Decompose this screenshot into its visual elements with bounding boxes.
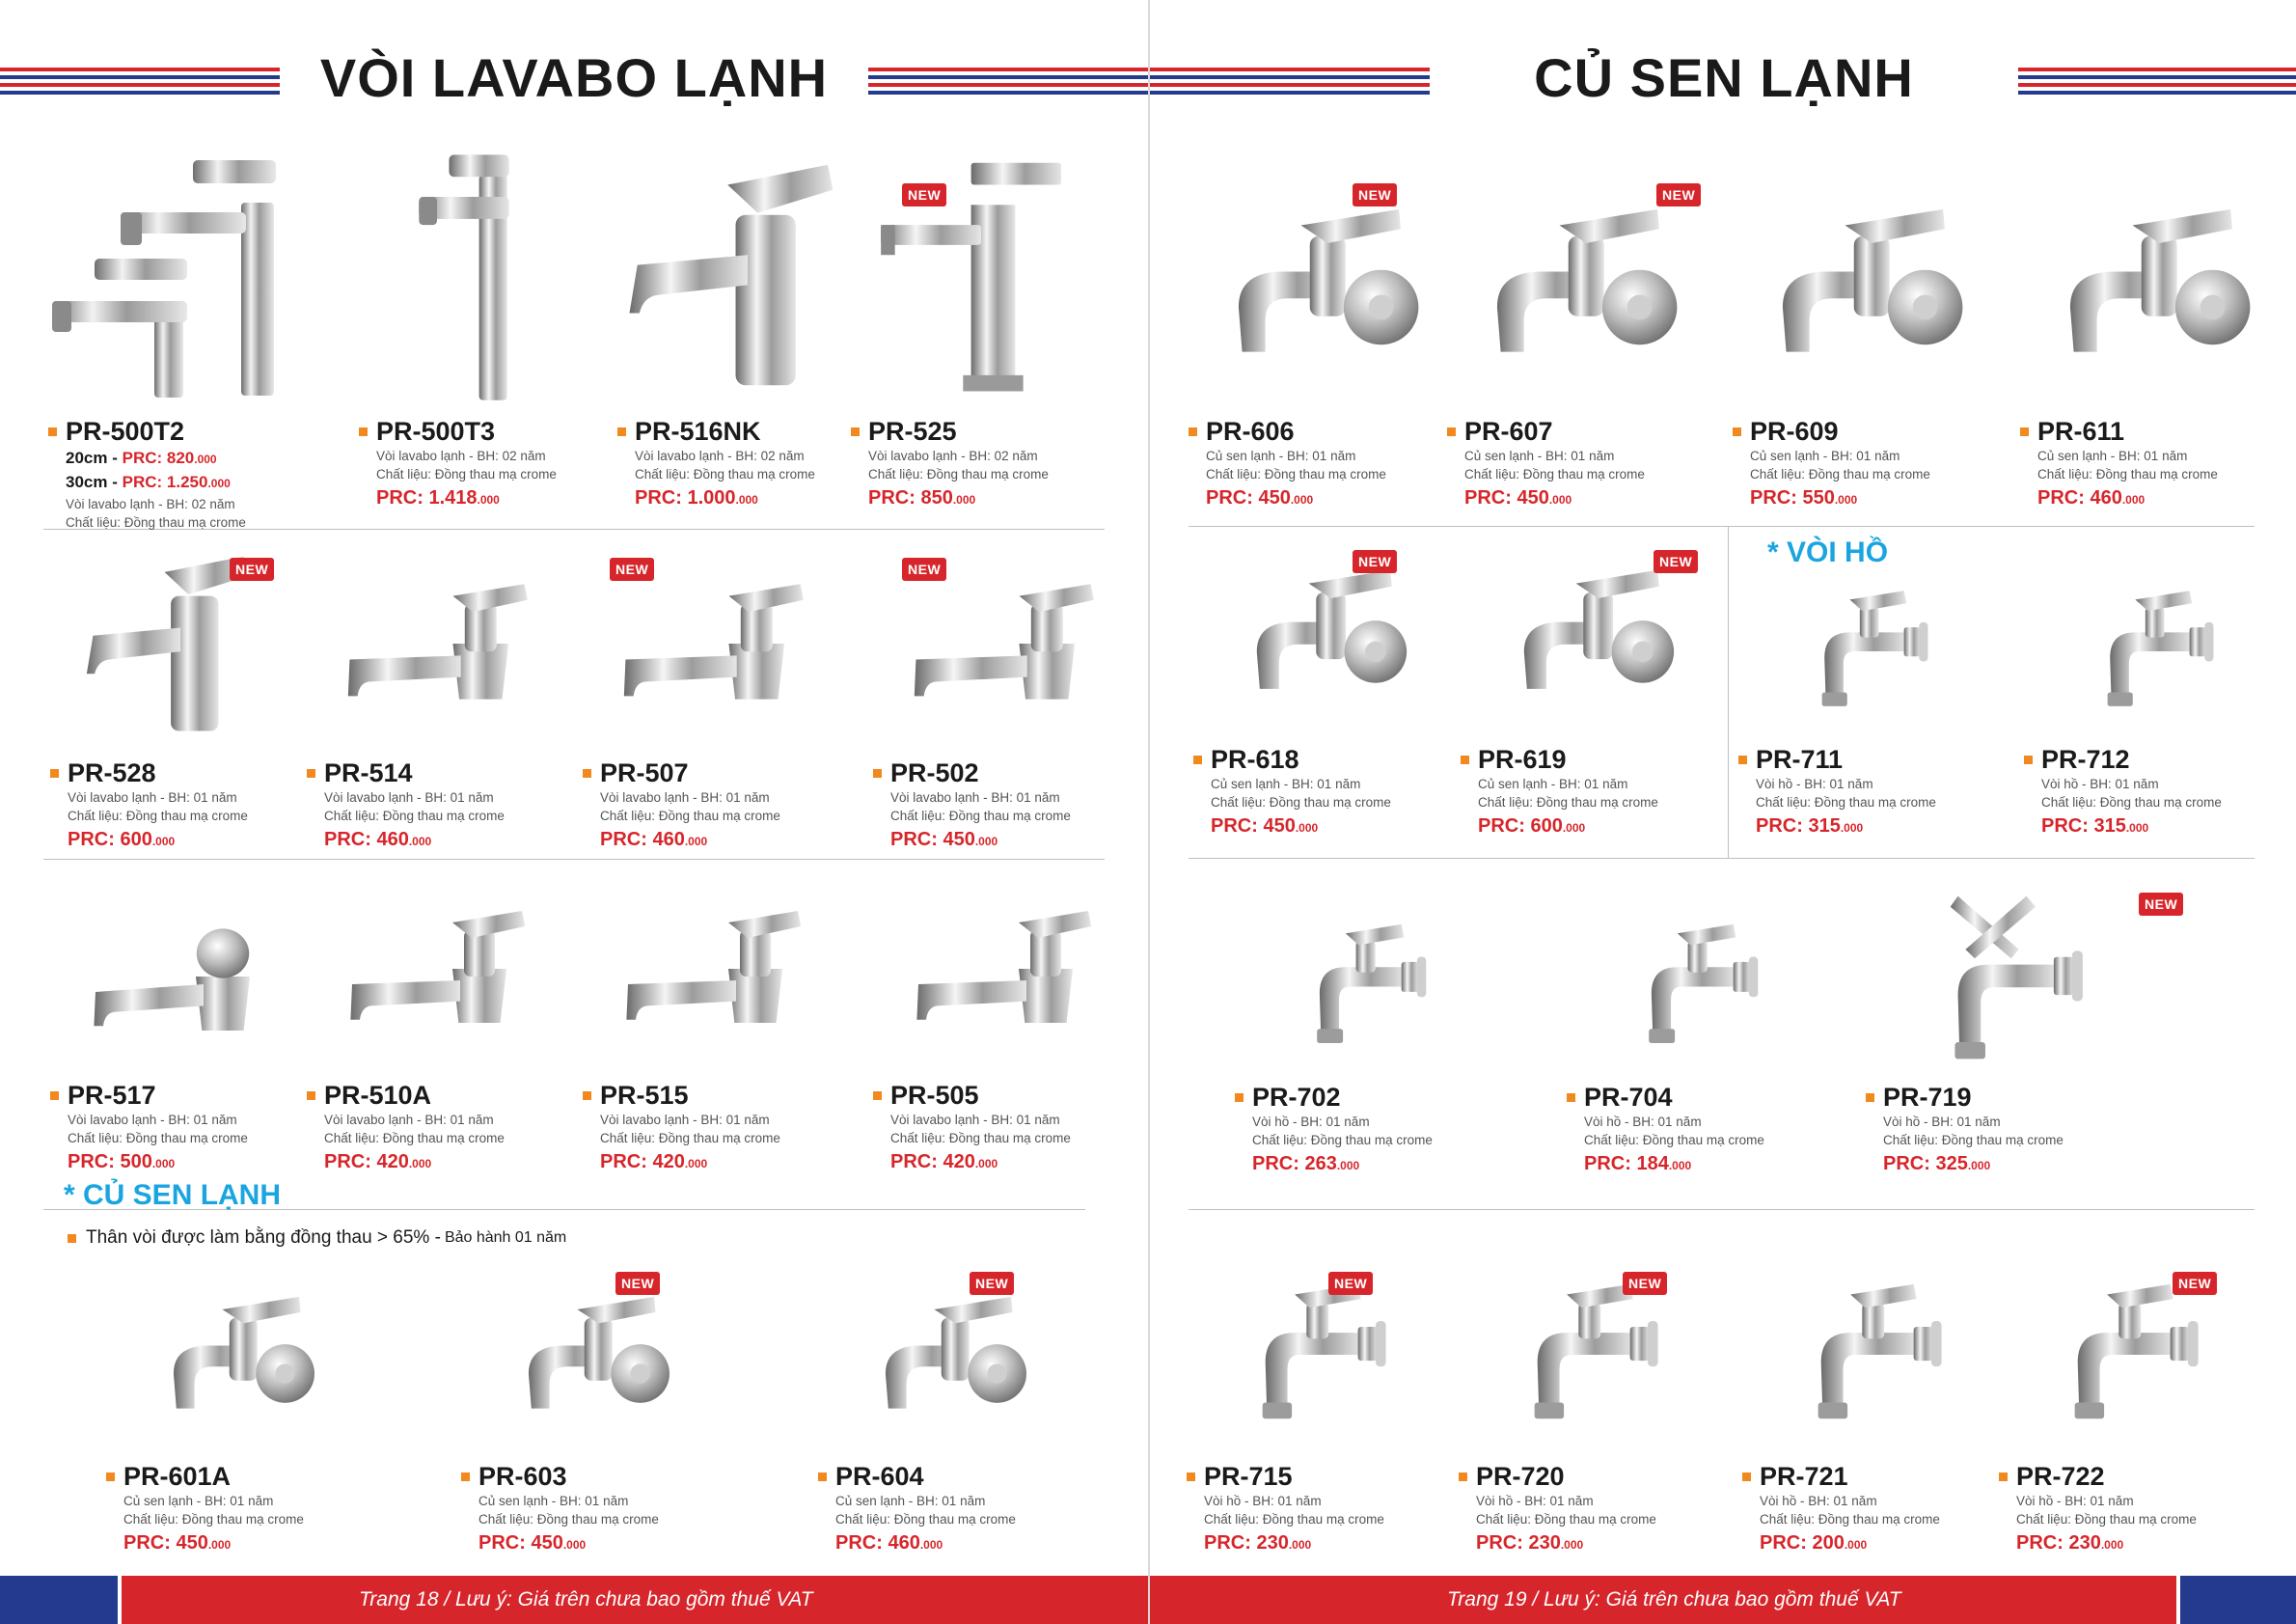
product-price: PRC: 315.000 bbox=[1756, 815, 1864, 837]
footer-text: Trang 18 / Lưu ý: Giá trên chưa bao gồm thuế VAT bbox=[359, 1588, 813, 1610]
product-card-pr-721[interactable] bbox=[1742, 1259, 2003, 1624]
footer-text: Trang 19 / Lưu ý: Giá trên chưa bao gồm thuế VAT bbox=[1447, 1588, 1901, 1610]
product-price: PRC: 1.418.000 bbox=[376, 487, 500, 509]
product-code: PR-500T3 bbox=[359, 417, 619, 447]
product-code: PR-500T2 bbox=[48, 417, 338, 447]
faucet-image bbox=[583, 868, 843, 1069]
bullet-square bbox=[1235, 1093, 1244, 1102]
product-code: PR-528 bbox=[50, 758, 311, 788]
faucet-icon bbox=[1459, 1259, 1719, 1450]
new-badge: NEW bbox=[1328, 1272, 1373, 1295]
faucet-image bbox=[1193, 540, 1454, 733]
product-warranty: Vòi lavabo lạnh - BH: 01 năm bbox=[324, 1113, 494, 1127]
new-badge: NEW bbox=[615, 1272, 660, 1295]
product-warranty: Vòi lavabo lạnh - BH: 01 năm bbox=[324, 790, 494, 805]
product-price: PRC: 500.000 bbox=[68, 1151, 176, 1172]
faucet-icon bbox=[583, 868, 843, 1069]
product-warranty: Củ sen lạnh - BH: 01 năm bbox=[1464, 449, 1615, 463]
bullet-square bbox=[1459, 1473, 1467, 1481]
new-badge: NEW bbox=[2139, 893, 2183, 916]
product-code: PR-712 bbox=[2024, 745, 2284, 775]
faucet-icon bbox=[1235, 902, 1495, 1071]
faucet-image bbox=[1235, 902, 1495, 1071]
product-price: PRC: 420.000 bbox=[324, 1151, 432, 1172]
product-card-pr-720[interactable] bbox=[1459, 1259, 1719, 1624]
faucet-icon bbox=[1447, 174, 1708, 405]
product-warranty: Củ sen lạnh - BH: 01 năm bbox=[478, 1494, 629, 1508]
faucet-icon bbox=[307, 540, 567, 747]
new-badge: NEW bbox=[1623, 1272, 1667, 1295]
product-code: PR-722 bbox=[1999, 1462, 2259, 1492]
faucet-image bbox=[106, 1269, 367, 1450]
product-code: PR-720 bbox=[1459, 1462, 1719, 1492]
product-material: Chất liệu: Đồng thau mạ crome bbox=[123, 1512, 304, 1527]
faucet-image bbox=[2024, 569, 2284, 733]
product-material: Chất liệu: Đồng thau mạ crome bbox=[1478, 795, 1658, 810]
product-material: Chất liệu: Đồng thau mạ crome bbox=[600, 809, 780, 823]
product-price: PRC: 600.000 bbox=[1478, 815, 1586, 837]
product-code: PR-517 bbox=[50, 1081, 311, 1111]
bullet-square bbox=[851, 427, 860, 436]
product-material: Chất liệu: Đồng thau mạ crome bbox=[2037, 467, 2218, 482]
product-warranty: Củ sen lạnh - BH: 01 năm bbox=[1750, 449, 1900, 463]
section-title-cu-sen-lanh: * CỦ SEN LẠNH bbox=[64, 1179, 282, 1211]
bullet-square bbox=[1447, 427, 1456, 436]
product-code: PR-715 bbox=[1187, 1462, 1447, 1492]
product-info bbox=[1733, 417, 1993, 509]
bullet-square bbox=[1193, 756, 1202, 764]
product-warranty: Củ sen lạnh - BH: 01 năm bbox=[1478, 777, 1628, 791]
product-info bbox=[1866, 1083, 2126, 1175]
product-card-pr-722[interactable] bbox=[1999, 1259, 2259, 1624]
bullet-square bbox=[1733, 427, 1741, 436]
product-info bbox=[2020, 417, 2281, 509]
product-material: Chất liệu: Đồng thau mạ crome bbox=[635, 467, 815, 482]
faucet-image bbox=[851, 145, 1111, 405]
product-code: PR-603 bbox=[461, 1462, 722, 1492]
product-material: Chất liệu: Đồng thau mạ crome bbox=[2041, 795, 2222, 810]
product-material: Chất liệu: Đồng thau mạ crome bbox=[890, 1131, 1071, 1145]
new-badge: NEW bbox=[230, 558, 274, 581]
faucet-icon bbox=[106, 1269, 367, 1450]
bullet-square bbox=[873, 769, 882, 778]
faucet-icon bbox=[359, 145, 619, 405]
product-warranty: Củ sen lạnh - BH: 01 năm bbox=[123, 1494, 274, 1508]
faucet-icon bbox=[307, 868, 567, 1069]
faucet-icon bbox=[1187, 1259, 1447, 1450]
material-note: Thân vòi được làm bằng đồng thau > 65% - Bảo hành 01 năm bbox=[68, 1227, 566, 1249]
bullet-square bbox=[307, 1091, 315, 1100]
catalog-page-19 bbox=[1148, 0, 2296, 1624]
product-warranty: Vòi hồ - BH: 01 năm bbox=[1252, 1115, 1370, 1129]
faucet-image bbox=[1567, 902, 1827, 1071]
product-warranty: Củ sen lạnh - BH: 01 năm bbox=[835, 1494, 986, 1508]
product-warranty: Vòi hồ - BH: 01 năm bbox=[1756, 777, 1873, 791]
product-code: PR-611 bbox=[2020, 417, 2281, 447]
product-warranty: Vòi hồ - BH: 01 năm bbox=[1584, 1115, 1702, 1129]
size-price-20cm: 20cm - PRC: 820.000 bbox=[66, 449, 217, 467]
product-card-pr-505[interactable] bbox=[873, 868, 1134, 1274]
product-info bbox=[1999, 1462, 2259, 1555]
product-price: PRC: 184.000 bbox=[1584, 1153, 1692, 1174]
page-footer bbox=[0, 1576, 1148, 1624]
product-price: PRC: 850.000 bbox=[868, 487, 976, 509]
product-code: PR-719 bbox=[1866, 1083, 2126, 1113]
product-card-pr-510a[interactable] bbox=[307, 868, 567, 1274]
product-card-pr-704[interactable] bbox=[1567, 902, 1827, 1307]
bullet-square bbox=[48, 427, 57, 436]
product-material: Chất liệu: Đồng thau mạ crome bbox=[66, 515, 246, 530]
faucet-icon bbox=[1738, 569, 1999, 733]
new-badge: NEW bbox=[1353, 183, 1397, 206]
product-warranty: Vòi lavabo lạnh - BH: 02 năm bbox=[868, 449, 1038, 463]
product-card-pr-618[interactable] bbox=[1193, 540, 1454, 946]
faucet-icon bbox=[1999, 1259, 2259, 1450]
product-warranty: Vòi lavabo lạnh - BH: 02 năm bbox=[66, 497, 235, 511]
product-price: PRC: 230.000 bbox=[1204, 1532, 1312, 1554]
product-price: PRC: 315.000 bbox=[2041, 815, 2149, 837]
faucet-icon bbox=[50, 868, 311, 1069]
product-price: PRC: 450.000 bbox=[123, 1532, 232, 1554]
product-material: Chất liệu: Đồng thau mạ crome bbox=[1883, 1133, 2064, 1147]
product-material: Chất liệu: Đồng thau mạ crome bbox=[2016, 1512, 2197, 1527]
product-material: Chất liệu: Đồng thau mạ crome bbox=[890, 809, 1071, 823]
new-badge: NEW bbox=[1353, 550, 1397, 573]
product-info bbox=[1187, 1462, 1447, 1555]
product-info bbox=[50, 758, 311, 851]
product-code: PR-619 bbox=[1461, 745, 1721, 775]
faucet-icon bbox=[1742, 1259, 2003, 1450]
product-warranty: Vòi hồ - BH: 01 năm bbox=[2041, 777, 2159, 791]
faucet-icon bbox=[1866, 873, 2126, 1071]
faucet-image bbox=[48, 145, 299, 405]
product-info bbox=[873, 758, 1134, 851]
new-badge: NEW bbox=[902, 183, 946, 206]
faucet-icon bbox=[851, 145, 1111, 405]
product-warranty: Vòi lavabo lạnh - BH: 01 năm bbox=[68, 1113, 237, 1127]
faucet-image bbox=[1447, 174, 1708, 405]
product-info bbox=[307, 758, 567, 851]
bullet-square bbox=[2024, 756, 2033, 764]
product-info bbox=[851, 417, 1111, 509]
product-info bbox=[1738, 745, 1999, 838]
product-material: Chất liệu: Đồng thau mạ crome bbox=[1204, 1512, 1384, 1527]
product-warranty: Củ sen lạnh - BH: 01 năm bbox=[1211, 777, 1361, 791]
new-badge: NEW bbox=[610, 558, 654, 581]
new-badge: NEW bbox=[2173, 1272, 2217, 1295]
column-divider bbox=[1728, 527, 1729, 858]
footer-blue-block bbox=[2180, 1576, 2296, 1624]
product-material: Chất liệu: Đồng thau mạ crome bbox=[1750, 467, 1930, 482]
product-material: Chất liệu: Đồng thau mạ crome bbox=[324, 1131, 505, 1145]
product-card-pr-619[interactable] bbox=[1461, 540, 1721, 946]
product-code: PR-507 bbox=[583, 758, 843, 788]
bullet-square bbox=[818, 1473, 827, 1481]
product-code: PR-606 bbox=[1189, 417, 1449, 447]
product-warranty: Vòi hồ - BH: 01 năm bbox=[1760, 1494, 1877, 1508]
product-price: PRC: 460.000 bbox=[600, 829, 708, 850]
product-card-pr-500t3[interactable] bbox=[359, 145, 619, 550]
product-material: Chất liệu: Đồng thau mạ crome bbox=[478, 1512, 659, 1527]
product-info bbox=[583, 758, 843, 851]
faucet-image bbox=[1738, 569, 1999, 733]
product-info bbox=[1193, 745, 1454, 838]
product-card-pr-517[interactable] bbox=[50, 868, 311, 1274]
product-info bbox=[1447, 417, 1708, 509]
faucet-image bbox=[307, 540, 567, 747]
faucet-image bbox=[1999, 1259, 2259, 1450]
product-info bbox=[359, 417, 619, 509]
product-info bbox=[1567, 1083, 1827, 1175]
product-info bbox=[1461, 745, 1721, 838]
product-material: Chất liệu: Đồng thau mạ crome bbox=[1206, 467, 1386, 482]
product-info bbox=[1742, 1462, 2003, 1555]
product-card-pr-525[interactable] bbox=[851, 145, 1111, 550]
product-warranty: Củ sen lạnh - BH: 01 năm bbox=[2037, 449, 2188, 463]
bullet-square bbox=[583, 769, 591, 778]
faucet-image bbox=[1459, 1259, 1719, 1450]
product-info bbox=[1235, 1083, 1495, 1175]
product-warranty: Vòi hồ - BH: 01 năm bbox=[1883, 1115, 2001, 1129]
product-card-pr-702[interactable] bbox=[1235, 902, 1495, 1307]
bullet-square bbox=[1567, 1093, 1575, 1102]
product-material: Chất liệu: Đồng thau mạ crome bbox=[835, 1512, 1016, 1527]
product-material: Chất liệu: Đồng thau mạ crome bbox=[1464, 467, 1645, 482]
product-card-pr-715[interactable] bbox=[1187, 1259, 1447, 1624]
faucet-image bbox=[2020, 174, 2281, 405]
product-warranty: Vòi lavabo lạnh - BH: 02 năm bbox=[376, 449, 546, 463]
product-price: PRC: 450.000 bbox=[890, 829, 998, 850]
product-card-pr-607[interactable] bbox=[1447, 174, 1708, 579]
bullet-square bbox=[873, 1091, 882, 1100]
product-card-pr-601a[interactable] bbox=[106, 1269, 367, 1624]
product-code: PR-702 bbox=[1235, 1083, 1495, 1113]
bullet-square bbox=[1461, 756, 1469, 764]
product-price: PRC: 460.000 bbox=[2037, 487, 2146, 509]
product-code: PR-510A bbox=[307, 1081, 567, 1111]
product-code: PR-704 bbox=[1567, 1083, 1827, 1113]
product-code: PR-601A bbox=[106, 1462, 367, 1492]
bullet-square bbox=[50, 1091, 59, 1100]
product-material: Chất liệu: Đồng thau mạ crome bbox=[68, 1131, 248, 1145]
product-info bbox=[50, 1081, 311, 1173]
product-code: PR-515 bbox=[583, 1081, 843, 1111]
bullet-square bbox=[1742, 1473, 1751, 1481]
product-material: Chất liệu: Đồng thau mạ crome bbox=[1756, 795, 1936, 810]
product-price: PRC: 325.000 bbox=[1883, 1153, 1991, 1174]
product-card-pr-516nk[interactable] bbox=[617, 145, 878, 550]
product-warranty: Vòi lavabo lạnh - BH: 01 năm bbox=[600, 790, 770, 805]
product-info bbox=[617, 417, 878, 509]
page-footer bbox=[1150, 1576, 2296, 1624]
faucet-icon bbox=[1193, 540, 1454, 733]
faucet-image bbox=[1733, 174, 1993, 405]
bullet-square bbox=[106, 1473, 115, 1481]
faucet-image bbox=[1866, 873, 2126, 1071]
faucet-icon bbox=[818, 1269, 1079, 1450]
faucet-icon bbox=[461, 1269, 722, 1450]
product-price: PRC: 460.000 bbox=[835, 1532, 943, 1554]
bullet-square bbox=[583, 1091, 591, 1100]
bullet-square bbox=[307, 769, 315, 778]
product-info bbox=[873, 1081, 1134, 1173]
product-warranty: Vòi hồ - BH: 01 năm bbox=[2016, 1494, 2134, 1508]
product-code: PR-609 bbox=[1733, 417, 1993, 447]
bullet-square bbox=[50, 769, 59, 778]
product-info bbox=[48, 417, 338, 532]
page-title: VÒI LAVABO LẠNH bbox=[319, 47, 829, 108]
product-card-pr-606[interactable] bbox=[1189, 174, 1449, 579]
product-code: PR-525 bbox=[851, 417, 1111, 447]
faucet-pair-icon bbox=[48, 145, 299, 405]
product-price: PRC: 550.000 bbox=[1750, 487, 1858, 509]
faucet-image bbox=[873, 868, 1134, 1069]
product-material: Chất liệu: Đồng thau mạ crome bbox=[1476, 1512, 1656, 1527]
product-info bbox=[2024, 745, 2284, 838]
faucet-image bbox=[818, 1269, 1079, 1450]
product-warranty: Củ sen lạnh - BH: 01 năm bbox=[1206, 449, 1356, 463]
bullet-square bbox=[1187, 1473, 1195, 1481]
product-price: PRC: 600.000 bbox=[68, 829, 176, 850]
product-code: PR-607 bbox=[1447, 417, 1708, 447]
bullet-square bbox=[1999, 1473, 2008, 1481]
product-code: PR-514 bbox=[307, 758, 567, 788]
product-warranty: Vòi lavabo lạnh - BH: 02 năm bbox=[635, 449, 805, 463]
product-material: Chất liệu: Đồng thau mạ crome bbox=[376, 467, 557, 482]
product-info bbox=[461, 1462, 722, 1555]
product-price: PRC: 460.000 bbox=[324, 829, 432, 850]
faucet-image bbox=[1189, 174, 1449, 405]
product-warranty: Vòi lavabo lạnh - BH: 01 năm bbox=[890, 1113, 1060, 1127]
product-code: PR-604 bbox=[818, 1462, 1079, 1492]
product-price: PRC: 263.000 bbox=[1252, 1153, 1360, 1174]
faucet-icon bbox=[617, 145, 878, 405]
product-material: Chất liệu: Đồng thau mạ crome bbox=[600, 1131, 780, 1145]
product-warranty: Vòi hồ - BH: 01 năm bbox=[1204, 1494, 1322, 1508]
section-title-voi-ho: * VÒI HỒ bbox=[1767, 537, 1889, 568]
bullet-square bbox=[461, 1473, 470, 1481]
product-info bbox=[1189, 417, 1449, 509]
product-material: Chất liệu: Đồng thau mạ crome bbox=[68, 809, 248, 823]
bullet-square bbox=[68, 1234, 76, 1243]
bullet-square bbox=[2020, 427, 2029, 436]
page-title: CỦ SEN LẠNH bbox=[1534, 47, 1914, 108]
product-material: Chất liệu: Đồng thau mạ crome bbox=[1584, 1133, 1764, 1147]
product-material: Chất liệu: Đồng thau mạ crome bbox=[1760, 1512, 1940, 1527]
faucet-image bbox=[461, 1269, 722, 1450]
product-card-pr-611[interactable] bbox=[2020, 174, 2281, 579]
product-code: PR-502 bbox=[873, 758, 1134, 788]
new-badge: NEW bbox=[970, 1272, 1014, 1295]
product-code: PR-505 bbox=[873, 1081, 1134, 1111]
product-card-pr-604[interactable] bbox=[818, 1269, 1079, 1624]
product-price: PRC: 230.000 bbox=[1476, 1532, 1584, 1554]
new-badge: NEW bbox=[902, 558, 946, 581]
product-material: Chất liệu: Đồng thau mạ crome bbox=[324, 809, 505, 823]
product-price: PRC: 200.000 bbox=[1760, 1532, 1868, 1554]
product-warranty: Vòi lavabo lạnh - BH: 01 năm bbox=[68, 790, 237, 805]
faucet-image bbox=[617, 145, 878, 405]
size-price-30cm: 30cm - PRC: 1.250.000 bbox=[66, 473, 231, 491]
faucet-icon bbox=[2024, 569, 2284, 733]
product-code: PR-711 bbox=[1738, 745, 1999, 775]
faucet-icon bbox=[1567, 902, 1827, 1071]
faucet-icon bbox=[873, 868, 1134, 1069]
product-card-pr-719[interactable] bbox=[1866, 873, 2126, 1279]
product-price: PRC: 1.000.000 bbox=[635, 487, 758, 509]
bullet-square bbox=[617, 427, 626, 436]
product-material: Chất liệu: Đồng thau mạ crome bbox=[868, 467, 1049, 482]
faucet-icon bbox=[2020, 174, 2281, 405]
product-price: PRC: 450.000 bbox=[478, 1532, 587, 1554]
product-price: PRC: 230.000 bbox=[2016, 1532, 2124, 1554]
new-badge: NEW bbox=[1654, 550, 1698, 573]
product-code: PR-721 bbox=[1742, 1462, 2003, 1492]
product-code: PR-516NK bbox=[617, 417, 878, 447]
product-info bbox=[583, 1081, 843, 1173]
product-info bbox=[307, 1081, 567, 1173]
faucet-image bbox=[359, 145, 619, 405]
product-warranty: Vòi lavabo lạnh - BH: 01 năm bbox=[600, 1113, 770, 1127]
product-card-pr-609[interactable] bbox=[1733, 174, 1993, 579]
product-price: PRC: 450.000 bbox=[1206, 487, 1314, 509]
bullet-square bbox=[1738, 756, 1747, 764]
faucet-image bbox=[307, 868, 567, 1069]
product-info bbox=[106, 1462, 367, 1555]
new-badge: NEW bbox=[1656, 183, 1701, 206]
product-card-pr-603[interactable] bbox=[461, 1269, 722, 1624]
bullet-square bbox=[359, 427, 368, 436]
faucet-icon bbox=[1733, 174, 1993, 405]
faucet-icon bbox=[1189, 174, 1449, 405]
product-info bbox=[1459, 1462, 1719, 1555]
bullet-square bbox=[1189, 427, 1197, 436]
product-price: PRC: 450.000 bbox=[1211, 815, 1319, 837]
product-material: Chất liệu: Đồng thau mạ crome bbox=[1252, 1133, 1433, 1147]
bullet-square bbox=[1866, 1093, 1874, 1102]
product-price: PRC: 450.000 bbox=[1464, 487, 1572, 509]
product-warranty: Vòi hồ - BH: 01 năm bbox=[1476, 1494, 1594, 1508]
product-price: PRC: 420.000 bbox=[600, 1151, 708, 1172]
footer-blue-block bbox=[0, 1576, 118, 1624]
product-price: PRC: 420.000 bbox=[890, 1151, 998, 1172]
product-info bbox=[818, 1462, 1079, 1555]
faucet-image bbox=[50, 868, 311, 1069]
product-material: Chất liệu: Đồng thau mạ crome bbox=[1211, 795, 1391, 810]
product-card-pr-500t2[interactable] bbox=[48, 145, 309, 550]
product-card-pr-515[interactable] bbox=[583, 868, 843, 1274]
product-warranty: Vòi lavabo lạnh - BH: 01 năm bbox=[890, 790, 1060, 805]
faucet-image bbox=[1187, 1259, 1447, 1450]
product-code: PR-618 bbox=[1193, 745, 1454, 775]
faucet-image bbox=[1742, 1259, 2003, 1450]
